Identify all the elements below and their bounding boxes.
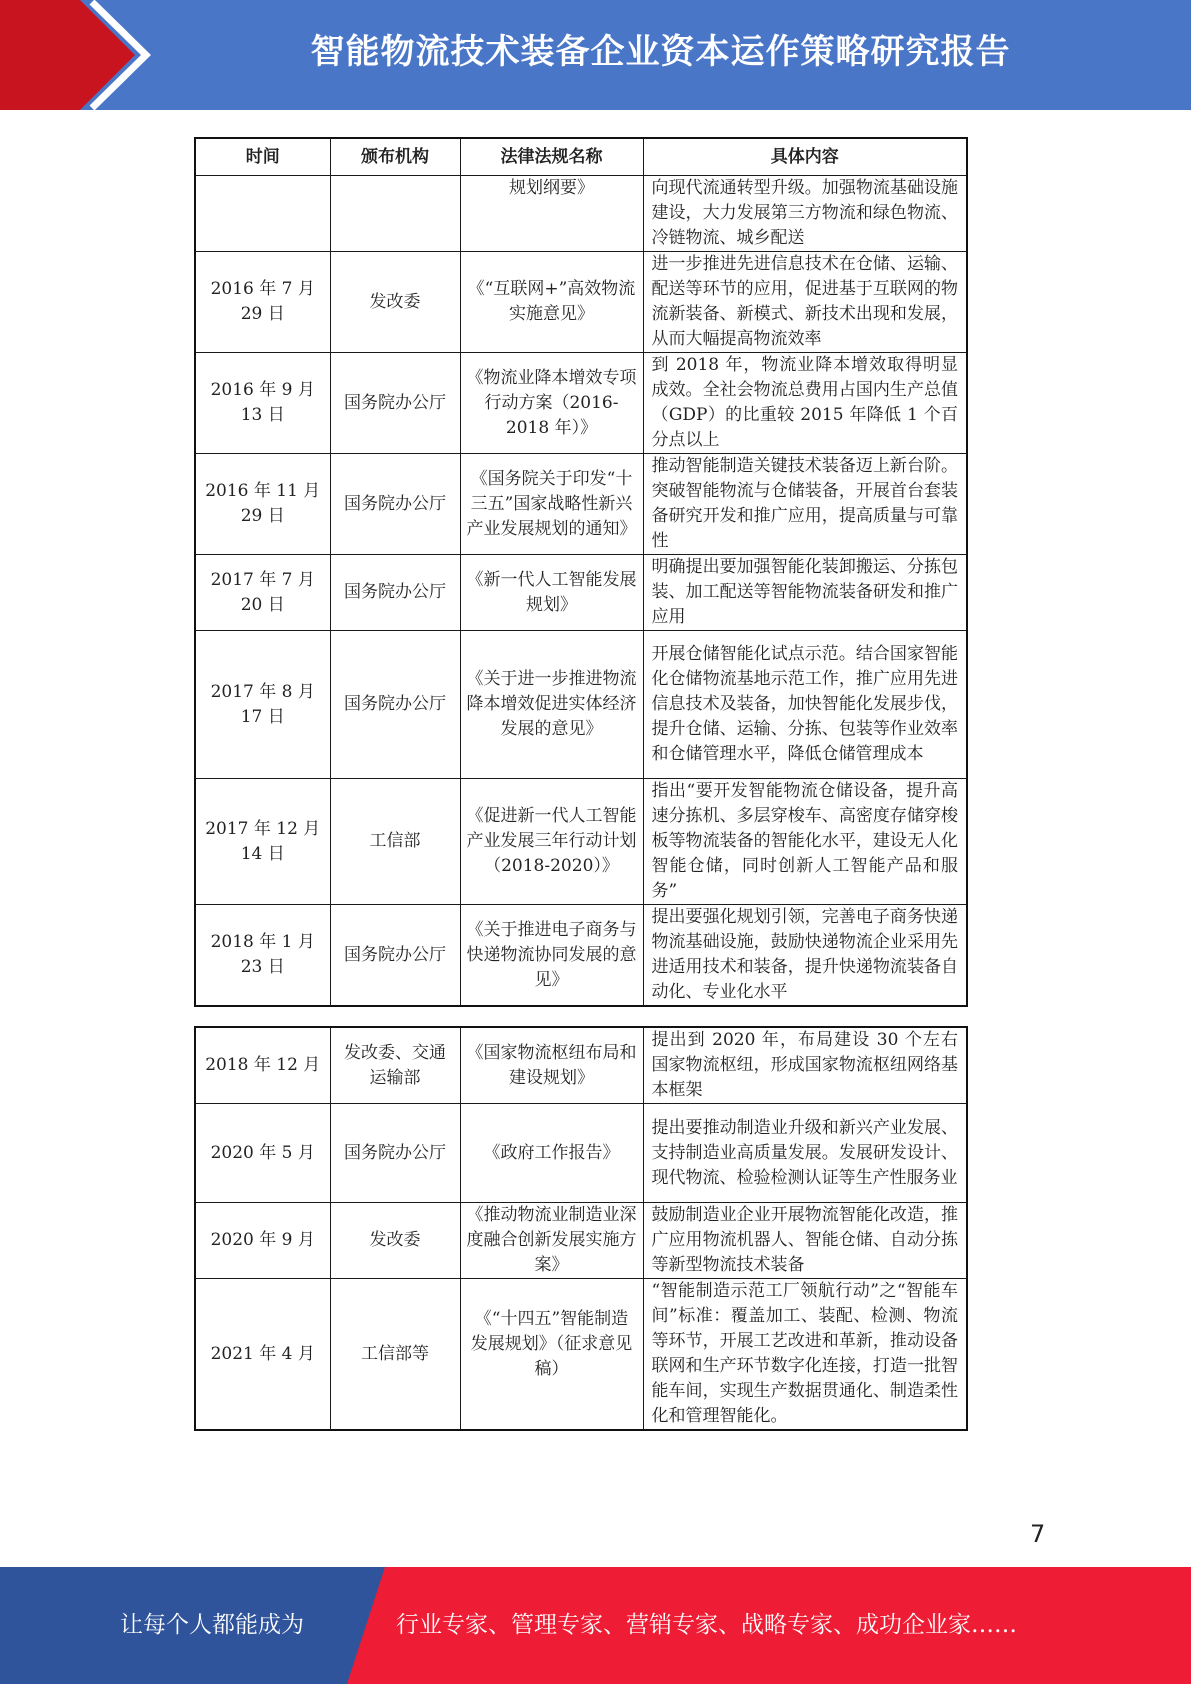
cell-agency: 发改委 [330, 1203, 460, 1279]
cell-content: 向现代流通转型升级。加强物流基础设施建设，大力发展第三方物流和绿色物流、冷链物流、城乡配送 [643, 176, 967, 252]
table-row [195, 252, 967, 353]
cell-date: 2016 年 11 月 29 日 [195, 454, 330, 555]
table-row [195, 1279, 967, 1431]
cell-agency: 发改委 [330, 252, 460, 353]
cell-name: 《新一代人工智能发展规划》 [460, 555, 643, 631]
column-header-date: 时间 [195, 138, 330, 176]
cell-date: 2017 年 12 月 14 日 [195, 779, 330, 905]
table-row [195, 631, 967, 779]
cell-agency: 国务院办公厅 [330, 353, 460, 454]
cell-name: 《国家物流枢纽布局和建设规划》 [460, 1027, 643, 1104]
cell-agency: 工信部等 [330, 1279, 460, 1431]
cell-content: 到 2018 年，物流业降本增效取得明显成效。全社会物流总费用占国内生产总值（GDP）的比重较 2015 年降低 1 个百分点以上 [643, 353, 967, 454]
table-row [195, 1104, 967, 1203]
cell-name: 《政府工作报告》 [460, 1104, 643, 1203]
cell-content: 指出“要开发智能物流仓储设备，提升高速分拣机、多层穿梭车、高密度存储穿梭板等物流装备的智能化水平，建设无人化智能仓储，同时创新人工智能产品和服务” [643, 779, 967, 905]
cell-date: 2016 年 7 月 29 日 [195, 252, 330, 353]
regulation-table-part1 [194, 137, 968, 1007]
column-header-content: 具体内容 [643, 138, 967, 176]
cell-date: 2018 年 12 月 [195, 1027, 330, 1104]
table-row [195, 555, 967, 631]
regulation-table-part2 [194, 1026, 968, 1431]
report-title: 智能物流技术装备企业资本运作策略研究报告 [310, 32, 1011, 72]
page-footer [0, 1567, 1191, 1684]
cell-content: 明确提出要加强智能化装卸搬运、分拣包装、加工配送等智能物流装备研发和推广应用 [643, 555, 967, 631]
table-row [195, 353, 967, 454]
cell-date: 2017 年 7 月 20 日 [195, 555, 330, 631]
cell-date: 2020 年 5 月 [195, 1104, 330, 1203]
cell-content: 提出要推动制造业升级和新兴产业发展、支持制造业高质量发展。发展研发设计、现代物流、检验检测认证等生产性服务业 [643, 1104, 967, 1203]
footer-slogan-right: 行业专家、管理专家、营销专家、战略专家、成功企业家…… [396, 1612, 1017, 1638]
table-row [195, 454, 967, 555]
cell-date [195, 176, 330, 252]
table-row [195, 1203, 967, 1279]
cell-content: 进一步推进先进信息技术在仓储、运输、配送等环节的应用，促进基于互联网的物流新装备、新模式、新技术出现和发展，从而大幅提高物流效率 [643, 252, 967, 353]
cell-agency [330, 176, 460, 252]
cell-date: 2017 年 8 月 17 日 [195, 631, 330, 779]
cell-name: 《“互联网+”高效物流实施意见》 [460, 252, 643, 353]
cell-agency: 国务院办公厅 [330, 555, 460, 631]
cell-content: 提出要强化规划引领，完善电子商务快递物流基础设施，鼓励快递物流企业采用先进适用技术和装备，提升快递物流装备自动化、专业化水平 [643, 905, 967, 1007]
table-row [195, 779, 967, 905]
column-header-regulation-name: 法律法规名称 [460, 138, 643, 176]
table-row [195, 176, 967, 252]
table-header-row [195, 138, 967, 176]
cell-name: 《促进新一代人工智能产业发展三年行动计划（2018-2020）》 [460, 779, 643, 905]
page-header [0, 0, 1191, 110]
cell-content: 推动智能制造关键技术装备迈上新台阶。突破智能物流与仓储装备，开展首台套装备研究开发和推广应用，提高质量与可靠性 [643, 454, 967, 555]
cell-date: 2020 年 9 月 [195, 1203, 330, 1279]
cell-agency: 国务院办公厅 [330, 1104, 460, 1203]
footer-slogan-left: 让每个人都能成为 [120, 1612, 304, 1638]
cell-name: 《物流业降本增效专项行动方案（2016-2018 年）》 [460, 353, 643, 454]
cell-content: “智能制造示范工厂领航行动”之“智能车间”标准：覆盖加工、装配、检测、物流等环节，开展工艺改进和革新，推动设备联网和生产环节数字化连接，打造一批智能车间，实现生产数据贯通化、制造柔性化和管理智能化。 [643, 1279, 967, 1431]
table-row [195, 1027, 967, 1104]
cell-agency: 国务院办公厅 [330, 454, 460, 555]
cell-name: 规划纲要》 [460, 176, 643, 252]
column-header-agency: 颁布机构 [330, 138, 460, 176]
cell-date: 2018 年 1 月 23 日 [195, 905, 330, 1007]
cell-content: 提出到 2020 年，布局建设 30 个左右国家物流枢纽，形成国家物流枢纽网络基本框架 [643, 1027, 967, 1104]
table-row [195, 905, 967, 1007]
cell-name: 《国务院关于印发“十三五”国家战略性新兴产业发展规划的通知》 [460, 454, 643, 555]
page-number: 7 [1030, 1520, 1046, 1548]
cell-content: 开展仓储智能化试点示范。结合国家智能化仓储物流基地示范工作，推广应用先进信息技术及装备，加快智能化发展步伐，提升仓储、运输、分拣、包装等作业效率和仓储管理水平，降低仓储管理成本 [643, 631, 967, 779]
cell-date: 2016 年 9 月 13 日 [195, 353, 330, 454]
cell-agency: 发改委、交通运输部 [330, 1027, 460, 1104]
cell-agency: 国务院办公厅 [330, 631, 460, 779]
cell-name: 《关于推进电子商务与快递物流协同发展的意见》 [460, 905, 643, 1007]
cell-content: 鼓励制造业企业开展物流智能化改造，推广应用物流机器人、智能仓储、自动分拣等新型物流技术装备 [643, 1203, 967, 1279]
cell-agency: 国务院办公厅 [330, 905, 460, 1007]
cell-agency: 工信部 [330, 779, 460, 905]
cell-name: 《推动物流业制造业深度融合创新发展实施方案》 [460, 1203, 643, 1279]
cell-name: 《关于进一步推进物流降本增效促进实体经济发展的意见》 [460, 631, 643, 779]
cell-date: 2021 年 4 月 [195, 1279, 330, 1431]
cell-name: 《“十四五”智能制造发展规划》（征求意见稿） [460, 1279, 643, 1431]
